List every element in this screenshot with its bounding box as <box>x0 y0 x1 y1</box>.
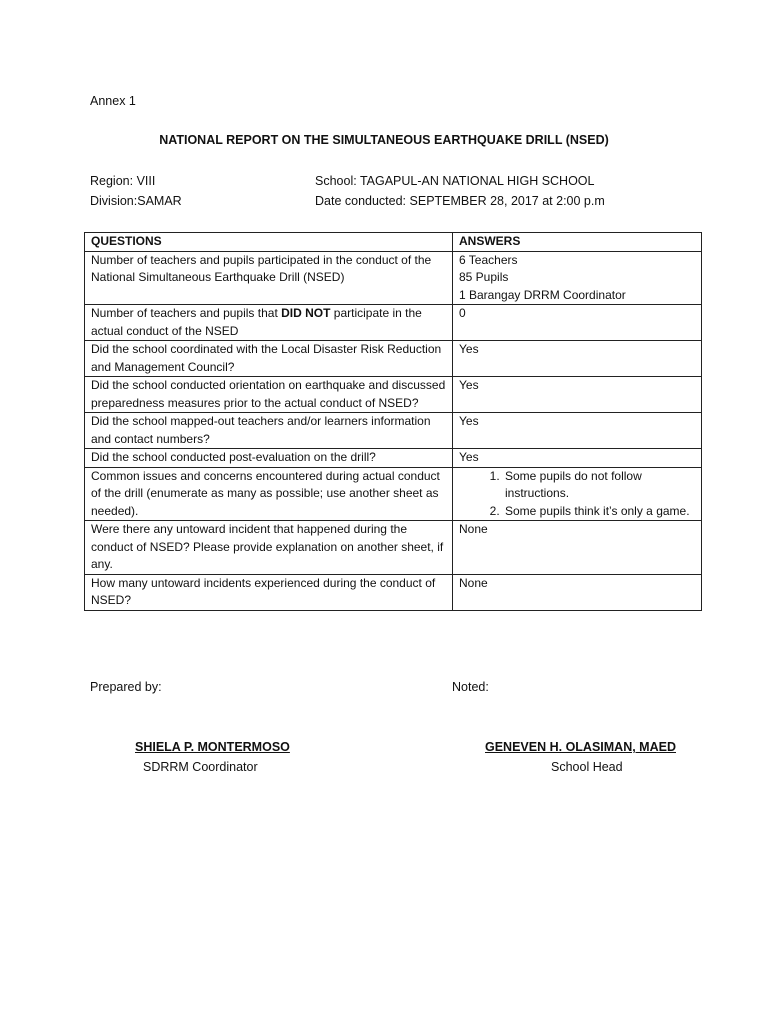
question-cell: Did the school conducted post-evaluation on the drill? <box>85 449 453 468</box>
preparer-role: SDRRM Coordinator <box>143 760 258 774</box>
school-head-name: GENEVEN H. OLASIMAN, MAED <box>485 740 676 754</box>
school-line <box>315 174 594 188</box>
list-item: 1. Some pupils do not follow instructions. <box>503 468 695 503</box>
answer-cell: 0 <box>453 305 702 341</box>
table-header-row <box>85 233 702 252</box>
answer-cell: None <box>453 521 702 575</box>
answer-cell: Yes <box>453 449 702 468</box>
table-row <box>85 467 702 521</box>
annex-label: Annex 1 <box>90 94 136 108</box>
region-label: Region: <box>90 174 134 188</box>
answer-line: 85 Pupils <box>459 270 509 284</box>
division-line <box>90 194 182 208</box>
question-cell: Number of teachers and pupils participated in the conduct of the National Simultaneous Earthquake Drill (NSED) <box>85 251 453 305</box>
answer-cell <box>453 251 702 305</box>
table-row <box>85 305 702 341</box>
answer-line: 6 Teachers <box>459 252 518 267</box>
school-label: School: <box>315 174 357 188</box>
question-text: Number of teachers and pupils that <box>91 306 282 320</box>
table-row <box>85 449 702 468</box>
answer-cell: Yes <box>453 413 702 449</box>
header-questions: QUESTIONS <box>85 233 453 252</box>
document-title: NATIONAL REPORT ON THE SIMULTANEOUS EARTHQUAKE DRILL (NSED) <box>159 133 609 147</box>
nsed-report-table <box>84 232 702 611</box>
question-text: participate in the actual conduct of the NSED <box>91 306 422 338</box>
question-cell <box>85 305 453 341</box>
question-emphasis: DID NOT <box>281 306 331 320</box>
noted-label: Noted: <box>452 680 489 694</box>
issues-list <box>459 468 695 521</box>
division-value: SAMAR <box>137 194 182 208</box>
answer-line: 1 Barangay DRRM Coordinator <box>459 287 626 302</box>
question-cell: Were there any untoward incident that happened during the conduct of NSED? Please provide explanation on another sheet, if any. <box>85 521 453 575</box>
table-row <box>85 413 702 449</box>
answer-cell: Yes <box>453 341 702 377</box>
division-label: Division: <box>90 194 138 208</box>
table-row <box>85 574 702 610</box>
table-row <box>85 521 702 575</box>
question-cell: Did the school coordinated with the Local Disaster Risk Reduction and Management Council? <box>85 341 453 377</box>
answer-cell: Yes <box>453 377 702 413</box>
table-row <box>85 251 702 305</box>
preparer-name: SHIELA P. MONTERMOSO <box>135 740 290 754</box>
question-cell: How many untoward incidents experienced during the conduct of NSED? <box>85 574 453 610</box>
prepared-by-label: Prepared by: <box>90 680 162 694</box>
school-head-role: School Head <box>551 760 623 774</box>
list-item: 2. Some pupils think it’s only a game. <box>503 503 695 521</box>
table-row <box>85 341 702 377</box>
school-value: TAGAPUL-AN NATIONAL HIGH SCHOOL <box>359 174 595 188</box>
region-value: VIII <box>136 174 156 188</box>
table-row <box>85 377 702 413</box>
header-answers: ANSWERS <box>453 233 702 252</box>
region-line <box>90 174 155 188</box>
question-cell: Did the school conducted orientation on earthquake and discussed preparedness measures prior to the actual conduct of NSED? <box>85 377 453 413</box>
answer-cell: None <box>453 574 702 610</box>
date-value: SEPTEMBER 28, 2017 at 2:00 p.m <box>409 194 605 208</box>
question-cell: Did the school mapped-out teachers and/or learners information and contact numbers? <box>85 413 453 449</box>
question-cell: Common issues and concerns encountered during actual conduct of the drill (enumerate as many as possible; use another sheet as needed). <box>85 467 453 521</box>
date-line <box>315 194 605 208</box>
date-label: Date conducted: <box>315 194 407 208</box>
answer-cell <box>453 467 702 521</box>
